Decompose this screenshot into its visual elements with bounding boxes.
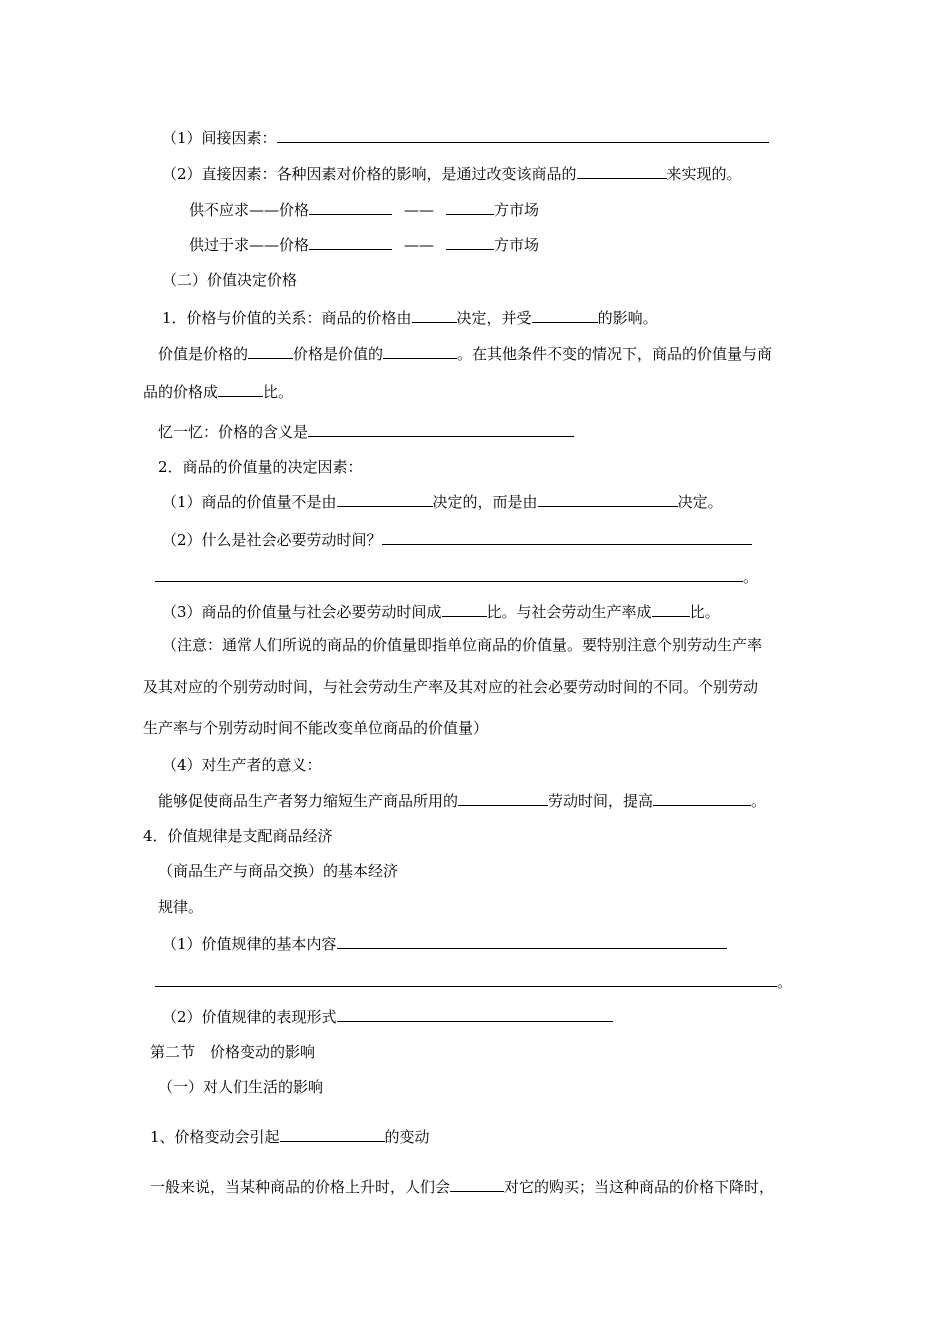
text: 决定。 — [677, 493, 723, 511]
answer-blank[interactable] — [382, 529, 752, 545]
text: 比。 — [689, 603, 720, 621]
line-price-change — [150, 1126, 430, 1147]
text: 价值是价格的 — [158, 345, 249, 363]
line-price-value — [162, 307, 658, 328]
answer-blank[interactable] — [383, 343, 457, 359]
text: （2）直接因素：各种因素对价格的影响，是通过改变该商品的 — [162, 165, 577, 183]
line-supply-excess — [189, 234, 539, 255]
note-line-3 — [143, 718, 488, 738]
text: 2．商品的价值量的决定因素： — [158, 458, 363, 476]
answer-blank[interactable] — [248, 343, 293, 359]
text: —— — [404, 201, 435, 219]
text: 比。 — [263, 383, 294, 401]
text: 劳动时间，提高 — [548, 792, 654, 810]
answer-blank[interactable] — [155, 971, 777, 987]
text: （2）价值规律的表现形式 — [162, 1008, 337, 1026]
text: 第二节 价格变动的影响 — [150, 1043, 316, 1061]
text: 规律。 — [158, 898, 204, 916]
note-line-2 — [143, 677, 758, 697]
subsection-title — [158, 1077, 323, 1097]
text: 及其对应的个别劳动时间，与社会劳动生产率及其对应的社会必要劳动时间的不同。个别劳动 — [143, 678, 759, 696]
text: 一般来说，当某种商品的价格上升时，人们会 — [150, 1178, 451, 1196]
answer-blank[interactable] — [446, 199, 494, 215]
section-heading — [162, 270, 297, 290]
answer-blank[interactable] — [309, 199, 392, 215]
text: （1）间接因素： — [162, 129, 277, 147]
text: 。 — [777, 973, 793, 991]
line-proportion — [162, 601, 720, 622]
text: （一）对人们生活的影响 — [158, 1078, 324, 1096]
answer-blank[interactable] — [337, 933, 727, 949]
answer-blank[interactable] — [337, 1006, 613, 1022]
answer-blank[interactable] — [277, 127, 769, 143]
text: 生产率与个别劳动时间不能改变单位商品的价值量） — [143, 719, 489, 737]
answer-blank[interactable] — [308, 421, 574, 437]
text: （1）价值规律的基本内容 — [162, 935, 337, 953]
text: 品的价格成 — [143, 383, 219, 401]
answer-blank[interactable] — [280, 1126, 385, 1142]
text: （注意：通常人们所说的商品的价值量即指单位商品的价值量。要特别注意个别劳动生产率 — [162, 636, 763, 654]
answer-blank[interactable] — [155, 566, 743, 582]
answer-blank[interactable] — [218, 381, 263, 397]
text: （2）什么是社会必要劳动时间？ — [162, 531, 382, 549]
line-factors-heading — [158, 457, 363, 477]
text: 1、价格变动会引起 — [150, 1128, 280, 1146]
text: 的影响。 — [597, 309, 658, 327]
line-law-content — [162, 933, 727, 954]
line-law-cont — [158, 861, 398, 881]
line-supply-short — [189, 199, 539, 220]
text: （二）价值决定价格 — [162, 271, 298, 289]
answer-blank[interactable] — [652, 601, 690, 617]
text: 能够促使商品生产者努力缩短生产商品所用的 — [158, 792, 459, 810]
answer-blank[interactable] — [538, 491, 678, 507]
text: 忆一忆：价格的含义是 — [158, 423, 309, 441]
line-demand — [150, 1176, 774, 1197]
text: 。在其他条件不变的情况下，商品的价值量与商 — [457, 345, 773, 363]
text: 。 — [751, 792, 767, 810]
text: 比。与社会劳动生产率成 — [486, 603, 652, 621]
text: （4）对生产者的意义： — [162, 756, 322, 774]
line-direct-factors — [162, 163, 742, 184]
answer-blank[interactable] — [577, 163, 667, 179]
answer-blank[interactable] — [442, 601, 487, 617]
line-law-end — [158, 897, 203, 917]
answer-blank[interactable] — [458, 790, 548, 806]
section-title — [150, 1042, 315, 1062]
text: 方市场 — [494, 236, 540, 254]
text: —— — [404, 236, 435, 254]
line-law-form — [162, 1006, 613, 1027]
line-necessary-time-cont — [155, 566, 758, 587]
note-line-1 — [162, 635, 762, 655]
text: （3）商品的价值量与社会必要劳动时间成 — [162, 603, 442, 621]
text: （1）商品的价值量不是由 — [162, 493, 337, 511]
answer-blank[interactable] — [532, 307, 598, 323]
answer-blank[interactable] — [450, 1176, 504, 1192]
text: 对它的购买；当这种商品的价格下降时， — [504, 1178, 775, 1196]
text: 1．价格与价值的关系：商品的价格由 — [162, 309, 412, 327]
answer-blank[interactable] — [309, 234, 392, 250]
line-value-basis — [158, 343, 772, 364]
text: 4．价值规律是支配商品经济 — [143, 827, 333, 845]
text: 来实现的。 — [666, 165, 742, 183]
text: 决定，并受 — [456, 309, 532, 327]
line-value-determined — [162, 491, 723, 512]
line-law-content-cont — [155, 971, 792, 992]
text: 的变动 — [384, 1128, 430, 1146]
line-indirect-factors — [162, 127, 769, 148]
text: 供不应求——价格 — [189, 201, 310, 219]
line-significance — [162, 755, 322, 775]
answer-blank[interactable] — [412, 307, 457, 323]
line-producer — [158, 790, 766, 811]
text: 价格是价值的 — [293, 345, 384, 363]
line-recall — [158, 421, 574, 442]
text: 供过于求——价格 — [189, 236, 310, 254]
answer-blank[interactable] — [446, 234, 494, 250]
text: 方市场 — [494, 201, 540, 219]
answer-blank[interactable] — [653, 790, 751, 806]
line-law-heading — [143, 826, 333, 846]
line-necessary-time — [162, 529, 752, 550]
text: 。 — [743, 568, 759, 586]
line-value-ratio — [143, 381, 293, 402]
text: 决定的，而是由 — [432, 493, 538, 511]
answer-blank[interactable] — [337, 491, 433, 507]
text: （商品生产与商品交换）的基本经济 — [158, 862, 399, 880]
